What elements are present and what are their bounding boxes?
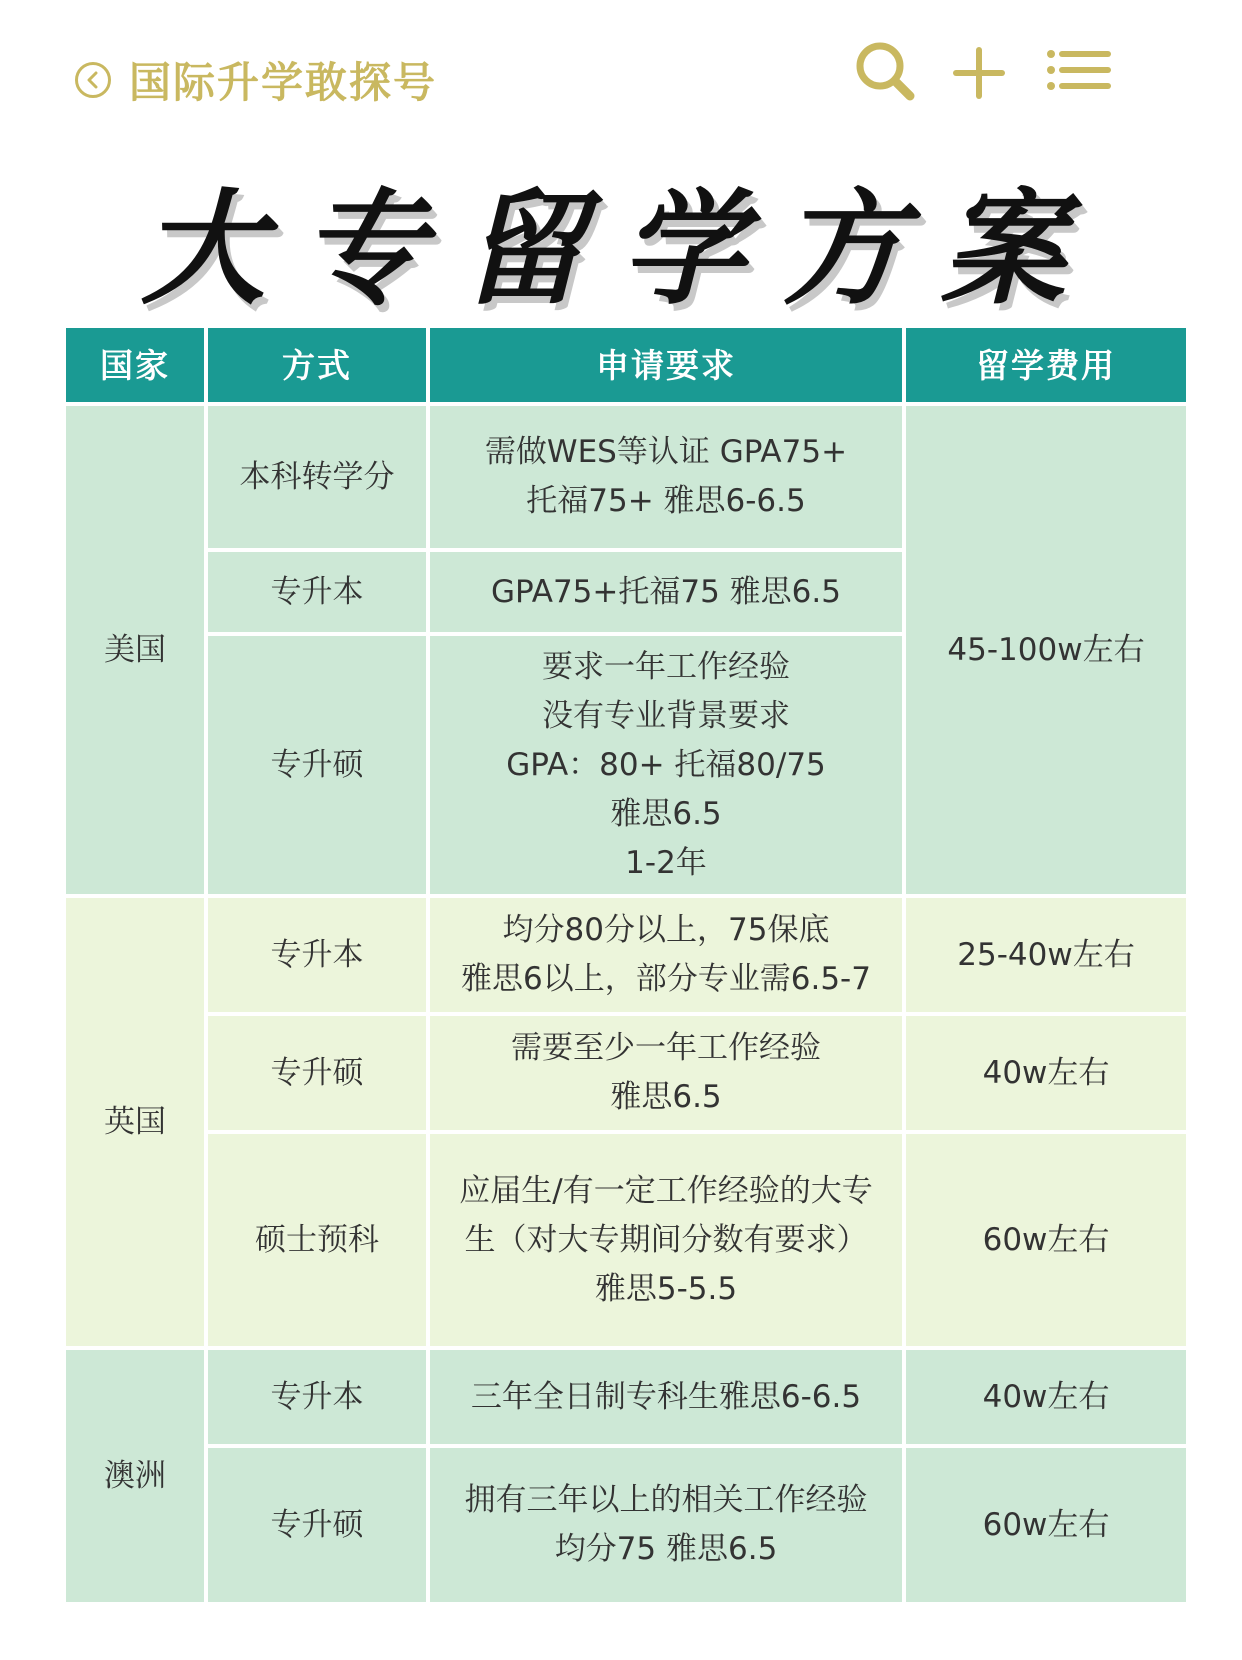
requirement-line: 托福75+ 雅思6-6.5 <box>526 483 806 519</box>
top-bar <box>0 0 1242 150</box>
requirement-line: 1-2年 <box>625 844 707 881</box>
fee-cell-usa: 45-100w左右 <box>906 406 1186 894</box>
method-cell: 专升硕 <box>208 636 426 894</box>
column-header-country: 国家 <box>66 328 204 402</box>
fee-cell: 40w左右 <box>906 1350 1186 1444</box>
plus-icon <box>944 38 1014 108</box>
requirement-line: GPA：80+ 托福80/75 <box>506 746 826 783</box>
account-name: 国际升学敢探号 <box>129 58 438 107</box>
fee-cell: 60w左右 <box>906 1448 1186 1602</box>
fee-cell: 60w左右 <box>906 1134 1186 1346</box>
page-title: 大专留学方案 <box>140 178 1101 322</box>
requirements-cell <box>430 636 902 894</box>
column-header-fee: 留学费用 <box>906 328 1186 402</box>
method-cell: 硕士预科 <box>208 1134 426 1346</box>
requirements-cell <box>430 1016 902 1130</box>
requirements-cell <box>430 1134 902 1346</box>
requirement-line: 均分75 雅思6.5 <box>554 1531 778 1567</box>
plan-table <box>66 328 1182 1613</box>
requirements-cell <box>430 552 902 632</box>
search-button[interactable] <box>852 38 922 108</box>
requirement-line: 雅思6.5 <box>610 1079 722 1115</box>
add-button[interactable] <box>944 38 1014 108</box>
requirement-line: 生（对大专期间分数有要求） <box>464 1221 868 1258</box>
menu-list-icon <box>1044 38 1116 108</box>
requirement-line: 雅思6以上，部分专业需6.5-7 <box>461 961 871 997</box>
method-cell: 专升本 <box>208 552 426 632</box>
method-cell: 本科转学分 <box>208 406 426 548</box>
requirement-line: 需做WES等认证 GPA75+ <box>484 434 848 470</box>
requirement-line: 均分80分以上，75保底 <box>502 912 830 948</box>
requirements-cell <box>430 406 902 548</box>
menu-button[interactable] <box>1044 38 1116 108</box>
method-cell: 专升硕 <box>208 1448 426 1602</box>
requirement-line: 拥有三年以上的相关工作经验 <box>464 1482 868 1518</box>
requirements-cell <box>430 1350 902 1444</box>
requirements-cell <box>430 898 902 1012</box>
requirement-line: 需要至少一年工作经验 <box>511 1030 821 1066</box>
column-header-method: 方式 <box>208 328 426 402</box>
country-cell-usa: 美国 <box>66 406 204 894</box>
requirement-line: 应届生/有一定工作经验的大专 <box>459 1172 873 1209</box>
country-cell-uk: 英国 <box>66 898 204 1346</box>
search-icon <box>852 38 922 108</box>
requirement-line: 三年全日制专科生雅思6-6.5 <box>470 1378 862 1415</box>
column-header-requirements: 申请要求 <box>430 328 902 402</box>
fee-cell: 25-40w左右 <box>906 898 1186 1012</box>
requirements-cell <box>430 1448 902 1602</box>
method-cell: 专升硕 <box>208 1016 426 1130</box>
requirement-line: 要求一年工作经验 <box>542 648 790 685</box>
requirement-line: 雅思5-5.5 <box>594 1270 738 1307</box>
back-button[interactable] <box>75 50 437 110</box>
fee-cell: 40w左右 <box>906 1016 1186 1130</box>
requirement-line: 雅思6.5 <box>610 795 722 832</box>
requirement-line: 没有专业背景要求 <box>542 697 790 734</box>
back-icon <box>75 62 111 98</box>
requirement-line: GPA75+托福75 雅思6.5 <box>491 573 841 610</box>
country-cell-australia: 澳洲 <box>66 1350 204 1602</box>
method-cell: 专升本 <box>208 1350 426 1444</box>
method-cell: 专升本 <box>208 898 426 1012</box>
